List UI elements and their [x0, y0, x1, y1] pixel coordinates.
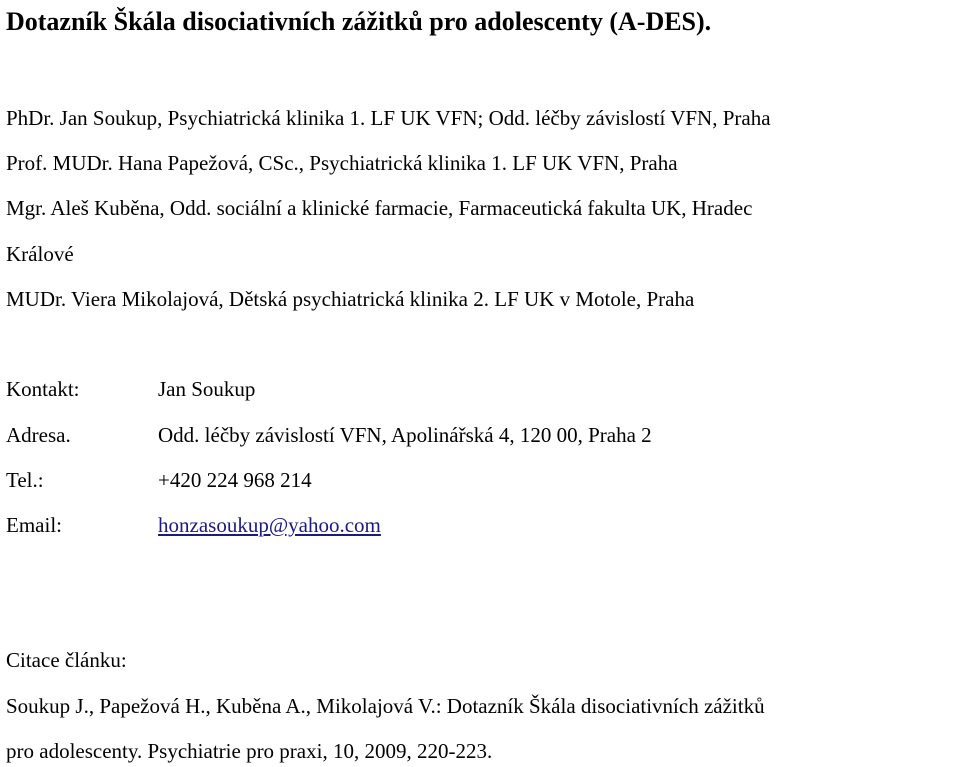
author-line-kubena: Mgr. Aleš Kuběna, Odd. sociální a klinické farmacie, Farmaceutická fakulta UK, Hradec [6, 196, 753, 220]
citation-line-2: pro adolescenty. Psychiatrie pro praxi, 10, 2009, 220-223. [6, 739, 493, 763]
author-line-mikolajova: MUDr. Viera Mikolajová, Dětská psychiatrická klinika 2. LF UK v Motole, Praha [6, 287, 695, 311]
author-line-soukup: PhDr. Jan Soukup, Psychiatrická klinika 1. LF UK VFN; Odd. léčby závislostí VFN, Praha [6, 106, 771, 130]
address-label: Adresa. [6, 423, 71, 447]
document-title: Dotazník Škála disociativních zážitků pro adolescenty (A-DES). [6, 7, 712, 36]
author-line-papezova: Prof. MUDr. Hana Papežová, CSc., Psychiatrická klinika 1. LF UK VFN, Praha [6, 151, 678, 175]
email-label: Email: [6, 513, 62, 537]
citation-line-1: Soukup J., Papežová H., Kuběna A., Mikolajová V.: Dotazník Škála disociativních zážitků [6, 694, 765, 718]
contact-label: Kontakt: [6, 377, 80, 401]
contact-value: Jan Soukup [158, 377, 256, 401]
citation-heading: Citace článku: [6, 648, 127, 672]
address-value: Odd. léčby závislostí VFN, Apolinářská 4, 120 00, Praha 2 [158, 423, 652, 447]
phone-label: Tel.: [6, 468, 44, 492]
email-link[interactable]: honzasoukup@yahoo.com [158, 513, 381, 537]
author-line-kubena-cont: Králové [6, 242, 74, 266]
phone-value: +420 224 968 214 [158, 468, 312, 492]
